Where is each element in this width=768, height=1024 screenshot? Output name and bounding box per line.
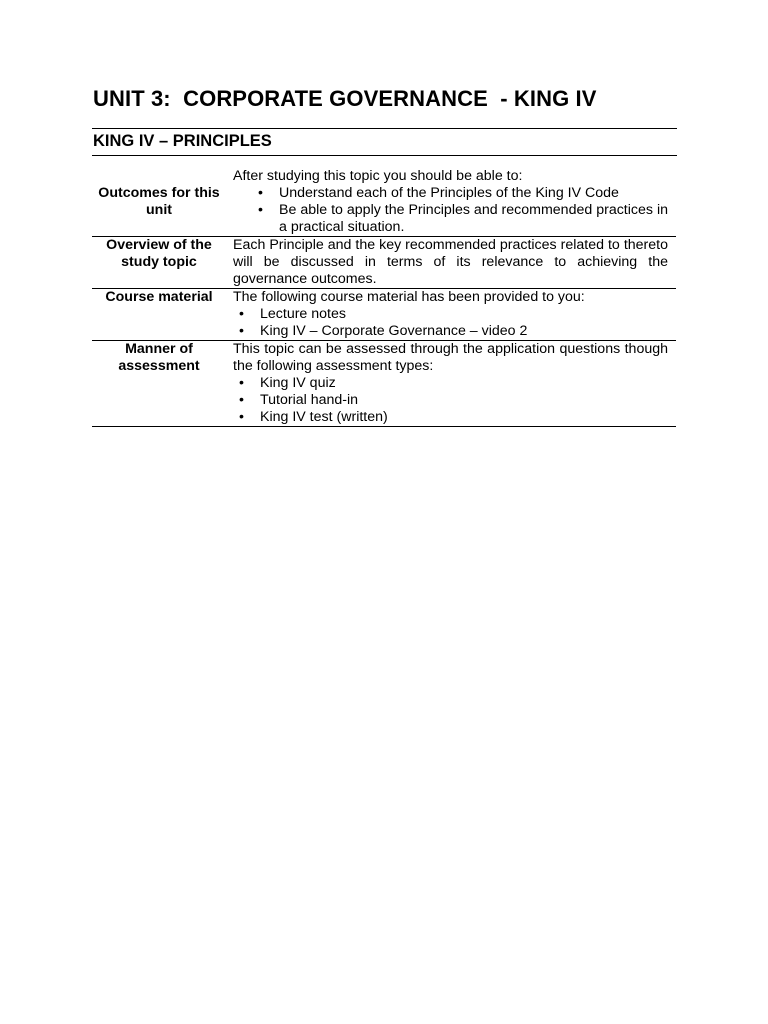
assessment-list (233, 375, 668, 426)
course-material-intro: The following course material has been provided to you: (233, 289, 585, 305)
overview-label: Overview of the study topic (106, 237, 212, 270)
row-label-cell (92, 289, 228, 341)
section-heading: KING IV – PRINCIPLES (93, 132, 272, 150)
unit-overview-table (92, 168, 676, 427)
assessment-label: Manner of assessment (118, 341, 200, 374)
list-item: • Lecture notes (233, 306, 668, 323)
row-label-cell (92, 168, 228, 237)
row-content-cell (228, 237, 676, 289)
list-item: • Understand each of the Principles of the King IV Code (233, 185, 668, 202)
row-content-cell (228, 289, 676, 341)
course-material-list (233, 306, 668, 340)
table-row-assessment (92, 341, 676, 427)
row-label-cell (92, 237, 228, 289)
table-row-outcomes (92, 168, 676, 237)
course-material-label: Course material (105, 289, 213, 305)
row-content-cell (228, 341, 676, 427)
list-item: • King IV test (written) (233, 409, 668, 426)
outcomes-list (233, 185, 668, 236)
outcomes-intro: After studying this topic you should be able to: (233, 168, 523, 184)
row-label-cell (92, 341, 228, 427)
row-content-cell (228, 168, 676, 237)
section-divider-top (92, 128, 677, 129)
section-divider-bottom (92, 155, 677, 156)
list-item: • Tutorial hand-in (233, 392, 668, 409)
list-item: • King IV quiz (233, 375, 668, 392)
list-item: • Be able to apply the Principles and recommended practices in a practical situation. (233, 202, 668, 236)
table-row-overview (92, 237, 676, 289)
outcomes-label: Outcomes for this unit (98, 185, 220, 218)
page-title: UNIT 3: CORPORATE GOVERNANCE - KING IV (93, 86, 597, 111)
table-row-course-material (92, 289, 676, 341)
assessment-intro: This topic can be assessed through the application questions though the following assessment types: (233, 341, 668, 374)
list-item: • King IV – Corporate Governance – video 2 (233, 323, 668, 340)
overview-text: Each Principle and the key recommended practices related to thereto will be discussed in terms of its relevance to achieving the governance outcomes. (233, 237, 668, 287)
